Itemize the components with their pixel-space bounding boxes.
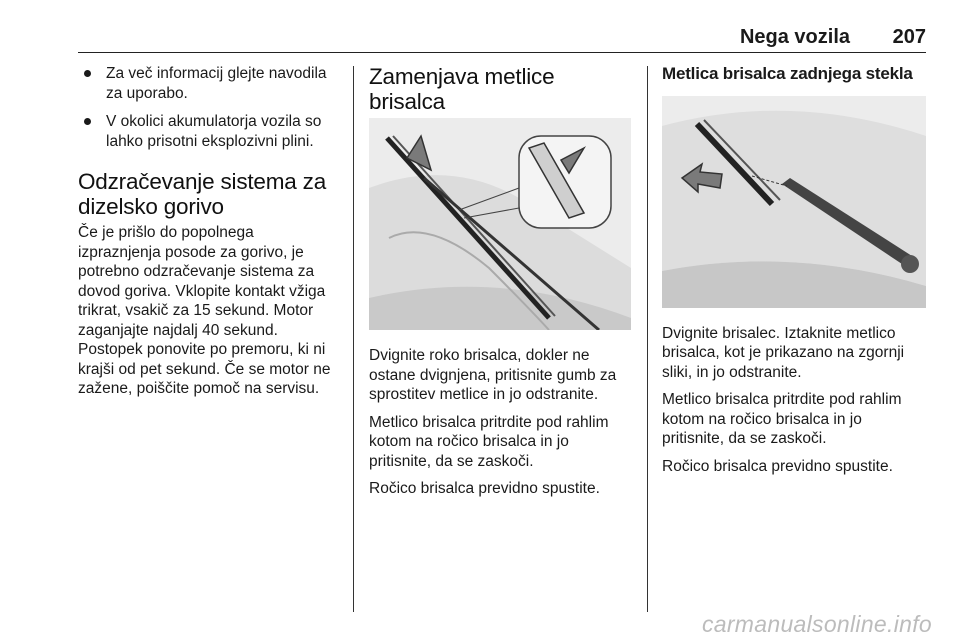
right-column	[662, 64, 926, 484]
wiper-paragraph-2: Metlico brisalca pritrdite pod rahlim kotom na ročico brisalca in jo pritisnite, da se zaskoči.	[369, 413, 609, 470]
front-wiper-illustration	[369, 118, 631, 330]
wiper-paragraph-3: Ročico brisalca previdno spustite.	[369, 480, 600, 497]
section-title-fuel-bleeding: Odzračevanje sistema za dizelsko gorivo	[78, 169, 327, 219]
column-divider-1	[353, 66, 354, 612]
wiper-paragraph-1: Dvignite roko brisalca, dokler ne ostane dvignjena, pritisnite gumb za sprostitev metlice in jo odstranite.	[369, 347, 617, 403]
middle-column	[369, 64, 631, 507]
watermark-footer: carmanualsonline.info	[701, 611, 932, 637]
bullet-list	[78, 64, 340, 151]
rear-wiper-figure	[662, 96, 926, 308]
page-header	[78, 26, 926, 53]
bullet-text: Za več informacij glejte navodila za uporabo.	[106, 65, 327, 102]
header-title: Nega vozila	[739, 26, 850, 48]
rear-wiper-paragraph-2: Metlico brisalca pritrdite pod rahlim kotom na ročico brisalca in jo pritisnite, da se zaskoči.	[662, 391, 902, 447]
bullet-item	[78, 112, 340, 151]
rear-wiper-illustration	[662, 96, 926, 308]
fuel-bleeding-paragraph: Če je prišlo do popolnega izpraznjenja posode za gorivo, je potrebno odzračevanje sistema za dovod goriva. Vklopite kontakt vžiga trikrat, vsakič za 15 sekund. Motor zaganjajte najdalj 40 sekund. Postopek ponovite po premoru, ki ni krajši od pet sekund. Če se motor ne zažene, poiščite pomoč na servisu.	[78, 224, 331, 397]
bullet-dot-icon	[84, 70, 91, 77]
front-wiper-figure	[369, 118, 631, 330]
column-divider-2	[647, 66, 648, 612]
bullet-text: V okolici akumulatorja vozila so lahko prisotni eksplozivni plini.	[106, 113, 322, 150]
left-column	[78, 64, 340, 407]
page-number: 207	[892, 26, 926, 48]
bullet-item	[78, 64, 340, 103]
bullet-dot-icon	[84, 118, 91, 125]
section-title-wiper-replacement: Zamenjava metlice brisalca	[369, 64, 555, 114]
rear-wiper-paragraph-1: Dvignite brisalec. Iztaknite metlico brisalca, kot je prikazano na zgornji sliki, in jo odstranite.	[662, 324, 905, 381]
subsection-title-rear-wiper: Metlica brisalca zadnjega stekla	[662, 64, 913, 83]
rear-wiper-paragraph-3: Ročico brisalca previdno spustite.	[662, 457, 893, 475]
